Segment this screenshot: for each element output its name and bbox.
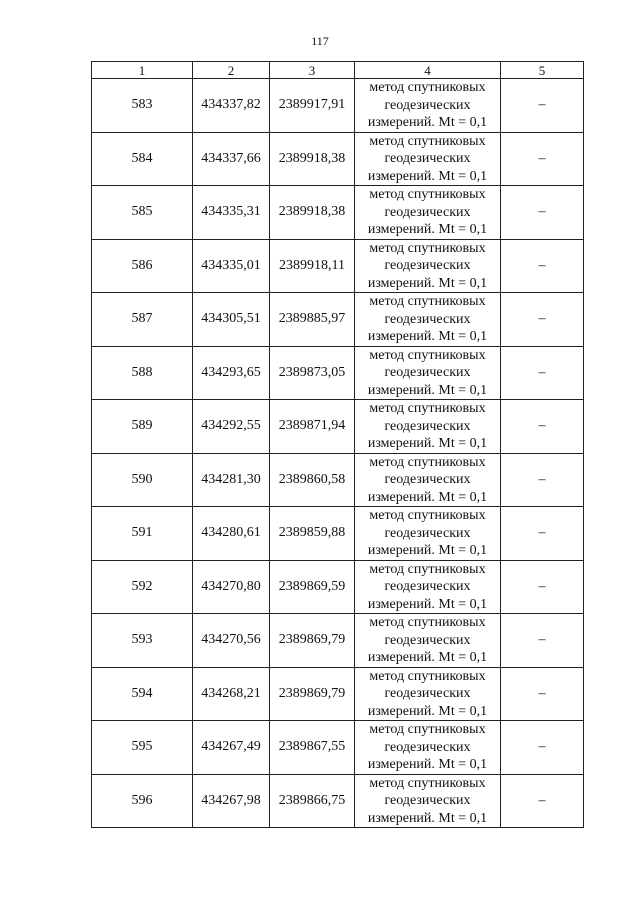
method-line: геодезических [384,525,471,541]
point-number-cell: 595 [92,721,193,775]
method-line: метод спутниковых [369,561,486,577]
x-coordinate-cell: 434292,55 [193,400,270,454]
header-cell-3: 3 [270,62,355,79]
method-line: геодезических [384,204,471,220]
y-coordinate-cell: 2389885,97 [270,293,355,347]
header-cell-4: 4 [355,62,501,79]
method-cell [355,560,501,614]
method-line: геодезических [384,311,471,327]
point-number-cell: 590 [92,453,193,507]
note-cell: – [501,346,584,400]
point-number-cell: 589 [92,400,193,454]
method-line: измерений. Mt = 0,1 [367,168,488,184]
method-line: измерений. Mt = 0,1 [367,329,488,344]
method-line: измерений. Mt = 0,1 [367,703,488,719]
table-row [92,293,584,347]
x-coordinate-cell: 434337,82 [193,79,270,133]
note-cell: – [501,79,584,133]
x-coordinate-cell: 434335,31 [193,186,270,240]
method-cell [355,239,501,293]
method-line: геодезических [384,365,471,380]
point-number-cell: 586 [92,239,193,293]
table-row [92,79,584,133]
method-line: метод спутниковых [369,187,486,202]
point-number-cell: 584 [92,132,193,186]
header-row [92,62,584,79]
method-cell [355,721,501,775]
x-coordinate-cell: 434337,66 [193,132,270,186]
y-coordinate-cell: 2389918,38 [270,132,355,186]
table-row [92,774,584,828]
x-coordinate-cell: 434305,51 [193,293,270,347]
x-coordinate-cell: 434281,30 [193,453,270,507]
x-coordinate-cell: 434335,01 [193,239,270,293]
method-cell [355,614,501,668]
note-cell: – [501,721,584,775]
method-line: измерений. Mt = 0,1 [367,436,488,451]
method-line: метод спутниковых [369,615,486,630]
method-line: метод спутниковых [369,668,486,684]
x-coordinate-cell: 434268,21 [193,667,270,721]
y-coordinate-cell: 2389871,94 [270,400,355,454]
method-cell [355,774,501,828]
method-line: измерений. Mt = 0,1 [367,650,488,665]
note-cell: – [501,132,584,186]
y-coordinate-cell: 2389860,58 [270,453,355,507]
table-row [92,132,584,186]
y-coordinate-cell: 2389918,11 [270,239,355,293]
table-row [92,614,584,668]
y-coordinate-cell: 2389917,91 [270,79,355,133]
table-row [92,400,584,454]
point-number-cell: 588 [92,346,193,400]
note-cell: – [501,400,584,454]
coordinates-table [91,61,584,828]
table-row [92,560,584,614]
x-coordinate-cell: 434280,61 [193,507,270,561]
table-row [92,186,584,240]
method-line: метод спутниковых [369,80,486,95]
page-number: 117 [311,34,329,48]
method-cell [355,346,501,400]
note-cell: – [501,453,584,507]
x-coordinate-cell: 434270,80 [193,560,270,614]
note-cell: – [501,239,584,293]
header-cell-2: 2 [193,62,270,79]
y-coordinate-cell: 2389859,88 [270,507,355,561]
method-line: геодезических [384,793,471,808]
method-line: метод спутниковых [369,508,486,523]
table-row [92,667,584,721]
method-line: метод спутниковых [369,401,486,416]
note-cell: – [501,774,584,828]
y-coordinate-cell: 2389867,55 [270,721,355,775]
method-cell [355,132,501,186]
method-line: измерений. Mt = 0,1 [367,757,488,772]
method-line: измерений. Mt = 0,1 [367,543,488,558]
note-cell: – [501,186,584,240]
method-line: измерений. Mt = 0,1 [367,222,488,237]
method-line: геодезических [384,579,471,594]
y-coordinate-cell: 2389869,59 [270,560,355,614]
point-number-cell: 592 [92,560,193,614]
y-coordinate-cell: 2389873,05 [270,346,355,400]
table-row [92,721,584,775]
method-cell [355,293,501,347]
method-line: метод спутниковых [369,347,486,363]
method-cell [355,186,501,240]
method-line: геодезических [384,472,471,487]
method-line: измерений. Mt = 0,1 [367,275,488,291]
method-line: метод спутниковых [369,454,486,470]
method-line: геодезических [384,686,471,701]
x-coordinate-cell: 434270,56 [193,614,270,668]
method-line: измерений. Mt = 0,1 [367,489,488,505]
table-row [92,346,584,400]
point-number-cell: 591 [92,507,193,561]
note-cell: – [501,614,584,668]
method-line: геодезических [384,739,471,755]
x-coordinate-cell: 434267,98 [193,774,270,828]
method-line: измерений. Mt = 0,1 [367,382,488,398]
y-coordinate-cell: 2389918,38 [270,186,355,240]
note-cell: – [501,560,584,614]
method-line: измерений. Mt = 0,1 [367,596,488,612]
point-number-cell: 583 [92,79,193,133]
method-cell [355,667,501,721]
point-number-cell: 596 [92,774,193,828]
method-cell [355,400,501,454]
x-coordinate-cell: 434267,49 [193,721,270,775]
point-number-cell: 585 [92,186,193,240]
method-line: метод спутниковых [369,240,486,256]
point-number-cell: 593 [92,614,193,668]
note-cell: – [501,293,584,347]
point-number-cell: 587 [92,293,193,347]
table-body [92,79,584,828]
method-cell [355,79,501,133]
method-line: геодезических [384,418,471,434]
note-cell: – [501,667,584,721]
method-line: метод спутниковых [369,294,486,309]
method-line: геодезических [384,151,471,166]
method-line: геодезических [384,97,471,113]
header-cell-5: 5 [501,62,584,79]
method-line: метод спутниковых [369,775,486,791]
point-number-cell: 594 [92,667,193,721]
method-cell [355,507,501,561]
table-row [92,453,584,507]
method-cell [355,453,501,507]
y-coordinate-cell: 2389869,79 [270,667,355,721]
table-row [92,239,584,293]
y-coordinate-cell: 2389866,75 [270,774,355,828]
table-row [92,507,584,561]
method-line: измерений. Mt = 0,1 [367,115,488,130]
method-line: метод спутниковых [369,722,486,737]
y-coordinate-cell: 2389869,79 [270,614,355,668]
x-coordinate-cell: 434293,65 [193,346,270,400]
method-line: геодезических [384,632,471,648]
method-line: метод спутниковых [369,133,486,149]
method-line: измерений. Mt = 0,1 [367,810,488,826]
header-cell-1: 1 [92,62,193,79]
note-cell: – [501,507,584,561]
method-line: геодезических [384,258,471,273]
